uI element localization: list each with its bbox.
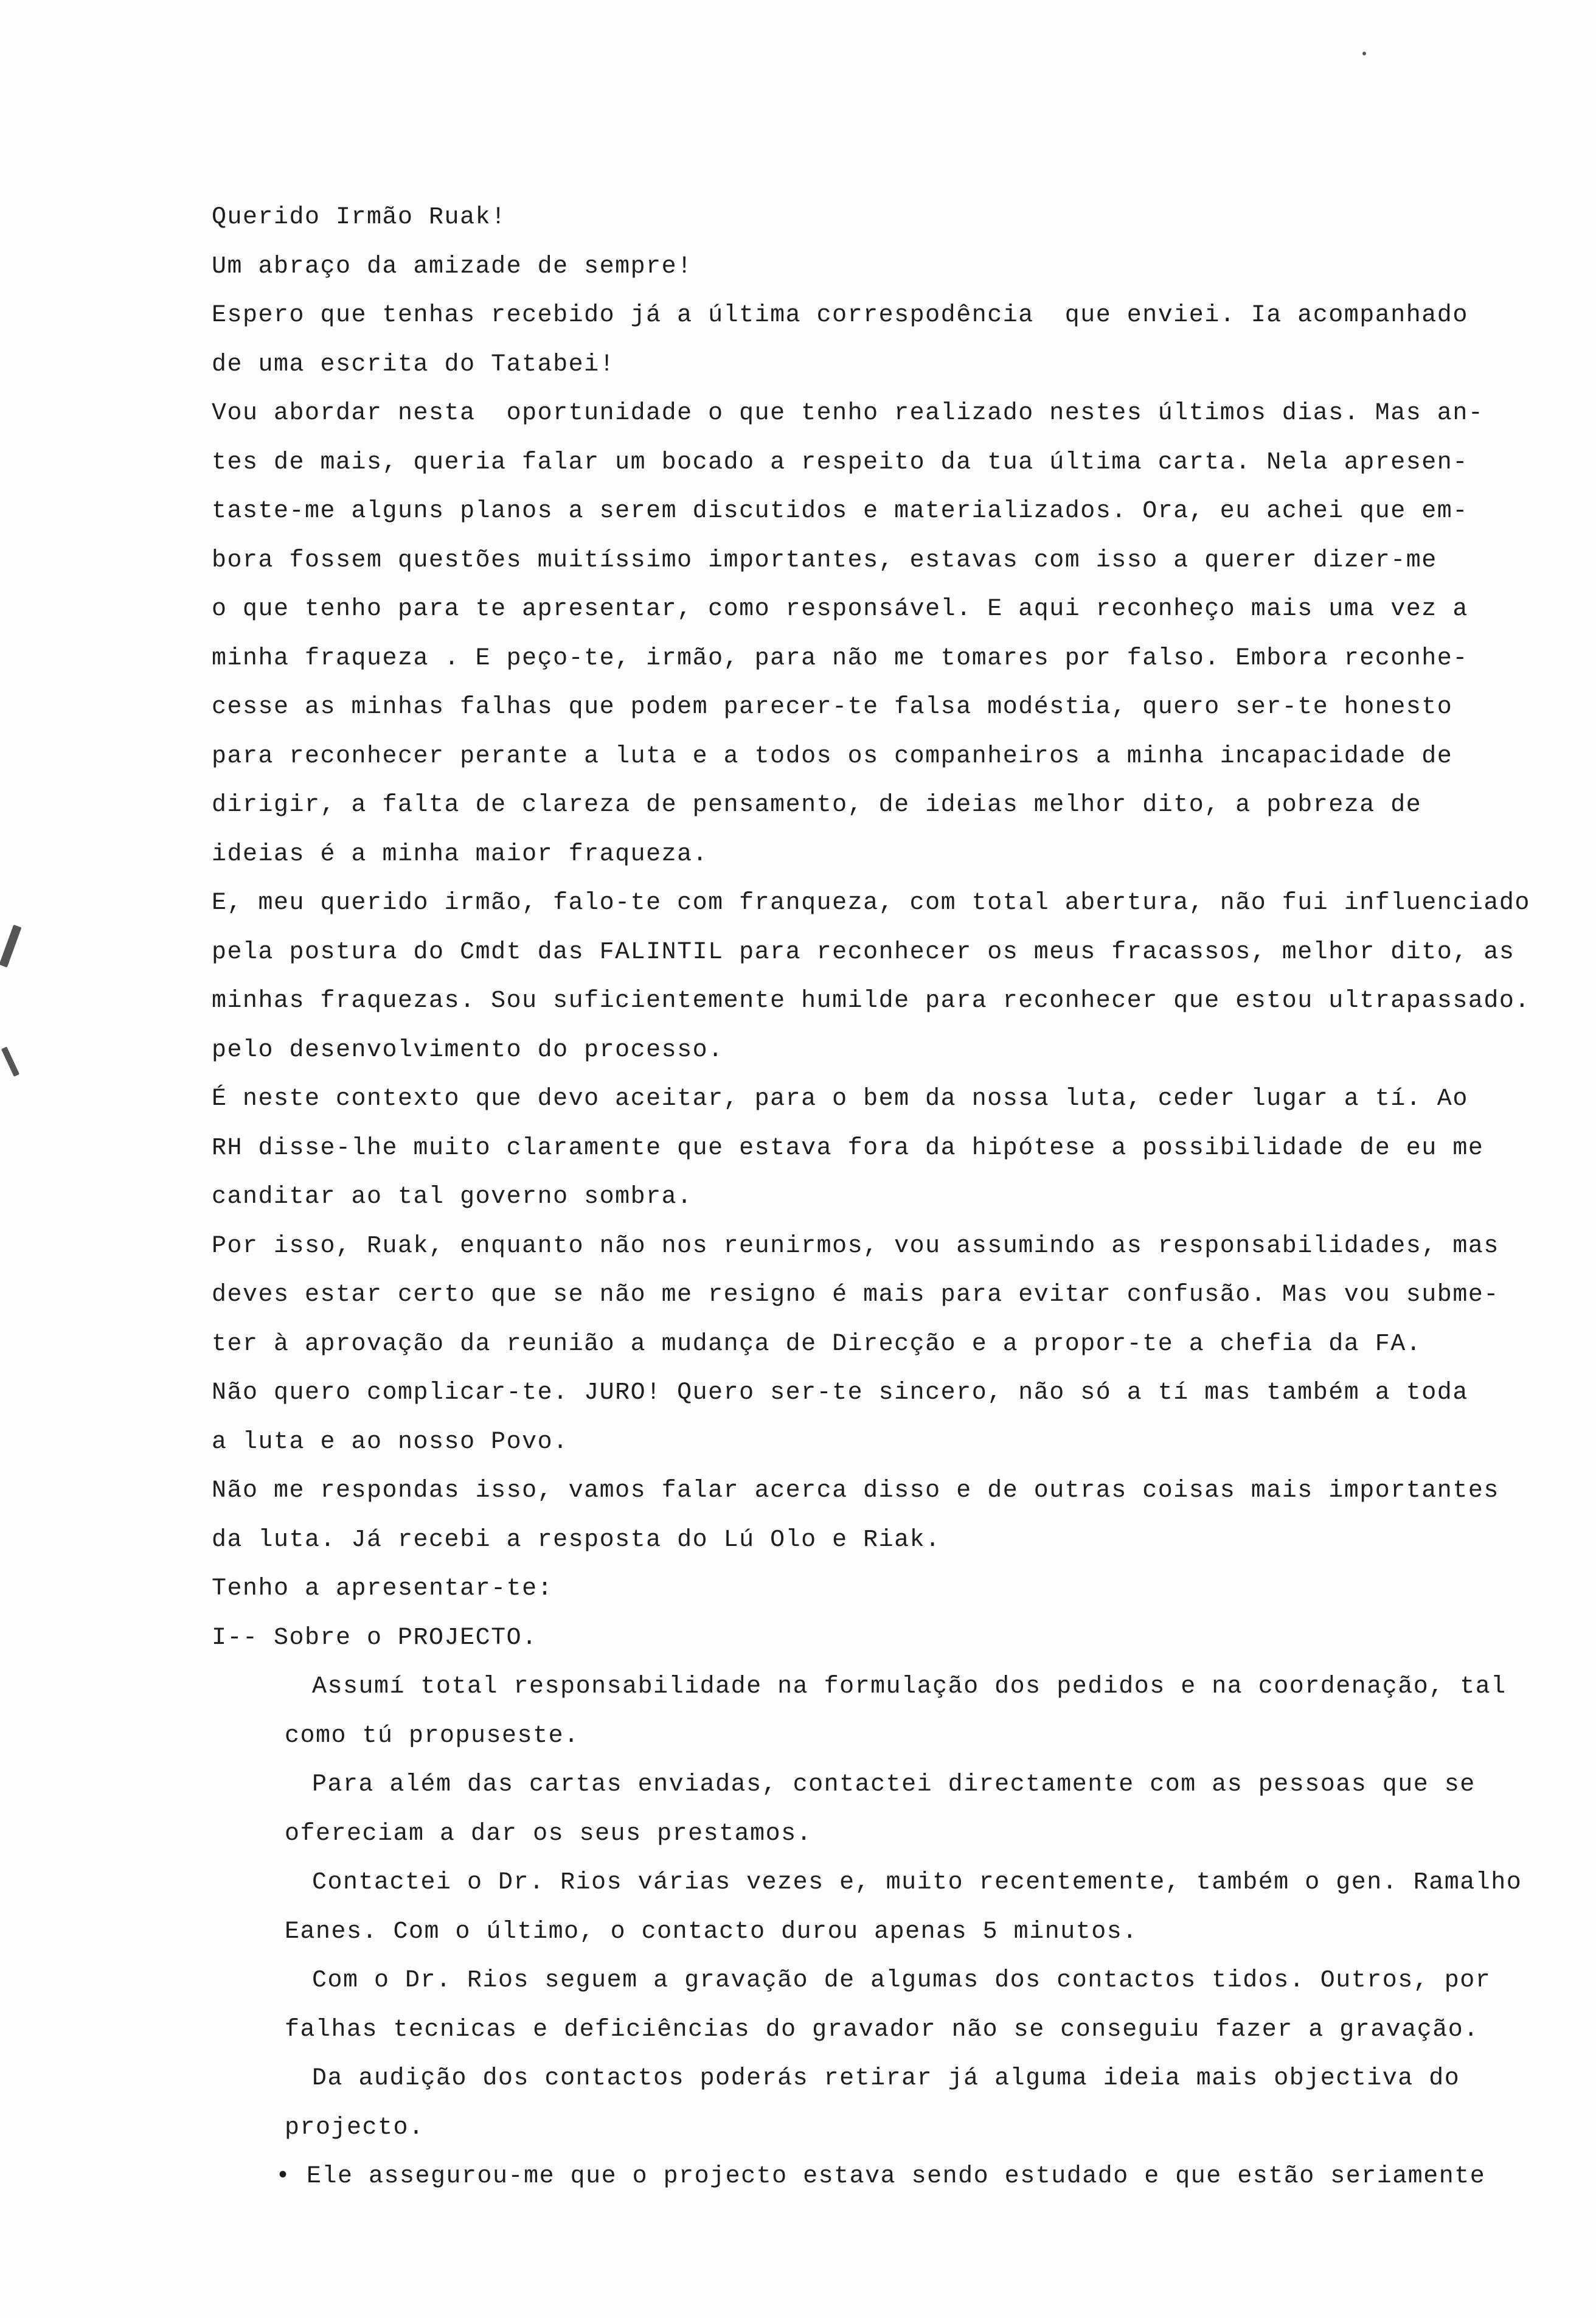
text-line: Da audição dos contactos poderás retirar já alguma ideia mais objectiva do: [312, 2065, 1460, 2092]
text-line: Contactei o Dr. Rios várias vezes e, muito recentemente, também o gen. Ramalho: [312, 1869, 1522, 1896]
text-line: projecto.: [285, 2114, 425, 2142]
text-line: Não quero complicar-te. JURO! Quero ser-te sincero, não só a tí mas também a toda: [212, 1379, 1468, 1407]
text-line: Espero que tenhas recebido já a última correspodência que enviei. Ia acompanhado: [212, 302, 1468, 329]
text-line: ofereciam a dar os seus prestamos.: [285, 1820, 813, 1848]
text-line: • Ele assegurou-me que o projecto estava sendo estudado e que estão seriamente: [276, 2163, 1486, 2190]
text-line: a luta e ao nosso Povo.: [212, 1428, 569, 1456]
text-line: ter à aprovação da reunião a mudança de Direcção e a propor-te a chefia da FA.: [212, 1330, 1422, 1358]
text-line: para reconhecer perante a luta e a todos os companheiros a minha incapacidade de: [212, 742, 1453, 770]
text-line: minha fraqueza . E peço-te, irmão, para não me tomares por falso. Embora reconhe-: [212, 644, 1468, 672]
scan-speck: [1362, 52, 1366, 55]
margin-scan-mark: [0, 925, 22, 968]
text-line: dirigir, a falta de clareza de pensamento, de ideias melhor dito, a pobreza de: [212, 792, 1422, 819]
text-line: deves estar certo que se não me resigno é mais para evitar confusão. Mas vou subme-: [212, 1281, 1499, 1309]
letter-body: [212, 193, 1530, 2202]
section-heading: I-- Sobre o PROJECTO.: [212, 1624, 538, 1652]
text-line: Um abraço da amizade de sempre!: [212, 252, 693, 280]
text-line: taste-me alguns planos a serem discutidos e materializados. Ora, eu achei que em-: [212, 498, 1468, 525]
text-line: o que tenho para te apresentar, como responsável. E aqui reconheço mais uma vez a: [212, 596, 1468, 623]
text-line: Assumí total responsabilidade na formulação dos pedidos e na coordenação, tal: [312, 1673, 1507, 1700]
text-line: Para além das cartas enviadas, contactei directamente com as pessoas que se: [312, 1771, 1476, 1798]
text-line: RH disse-lhe muito claramente que estava fora da hipótese a possibilidade de eu me: [212, 1134, 1484, 1162]
text-line: Vou abordar nesta oportunidade o que tenho realizado nestes últimos dias. Mas an-: [212, 400, 1484, 427]
text-line: Com o Dr. Rios seguem a gravação de algumas dos contactos tidos. Outros, por: [312, 1967, 1491, 1994]
text-line: pela postura do Cmdt das FALINTIL para reconhecer os meus fracassos, melhor dito, as: [212, 938, 1515, 966]
text-line: minhas fraquezas. Sou suficientemente humilde para reconhecer que estou ultrapassado.: [212, 987, 1530, 1015]
text-line: ideias é a minha maior fraqueza.: [212, 840, 709, 868]
text-line: É neste contexto que devo aceitar, para o bem da nossa luta, ceder lugar a tí. Ao: [212, 1085, 1468, 1113]
text-line: cesse as minhas falhas que podem parecer-te falsa modéstia, quero ser-te honesto: [212, 694, 1453, 721]
margin-scan-mark: [1, 1046, 19, 1077]
text-line: Não me respondas isso, vamos falar acerca disso e de outras coisas mais importantes: [212, 1477, 1499, 1505]
salutation: Querido Irmão Ruak!: [212, 204, 507, 231]
text-line: da luta. Já recebi a resposta do Lú Olo e Riak.: [212, 1526, 941, 1554]
text-line: Eanes. Com o último, o contacto durou apenas 5 minutos.: [285, 1918, 1138, 1946]
text-line: E, meu querido irmão, falo-te com franqueza, com total abertura, não fui influenciado: [212, 889, 1530, 917]
text-line: como tú propuseste.: [285, 1722, 580, 1750]
text-line: canditar ao tal governo sombra.: [212, 1183, 693, 1211]
text-line: pelo desenvolvimento do processo.: [212, 1036, 724, 1064]
text-line: tes de mais, queria falar um bocado a respeito da tua última carta. Nela apresen-: [212, 448, 1468, 476]
text-line: bora fossem questões muitíssimo importantes, estavas com isso a querer dizer-me: [212, 546, 1437, 574]
text-line: falhas tecnicas e deficiências do gravador não se conseguiu fazer a gravação.: [285, 2016, 1479, 2044]
text-line: Tenho a apresentar-te:: [212, 1575, 553, 1603]
text-line: de uma escrita do Tatabei!: [212, 350, 616, 378]
text-line: Por isso, Ruak, enquanto não nos reunirmos, vou assumindo as responsabilidades, mas: [212, 1232, 1499, 1260]
